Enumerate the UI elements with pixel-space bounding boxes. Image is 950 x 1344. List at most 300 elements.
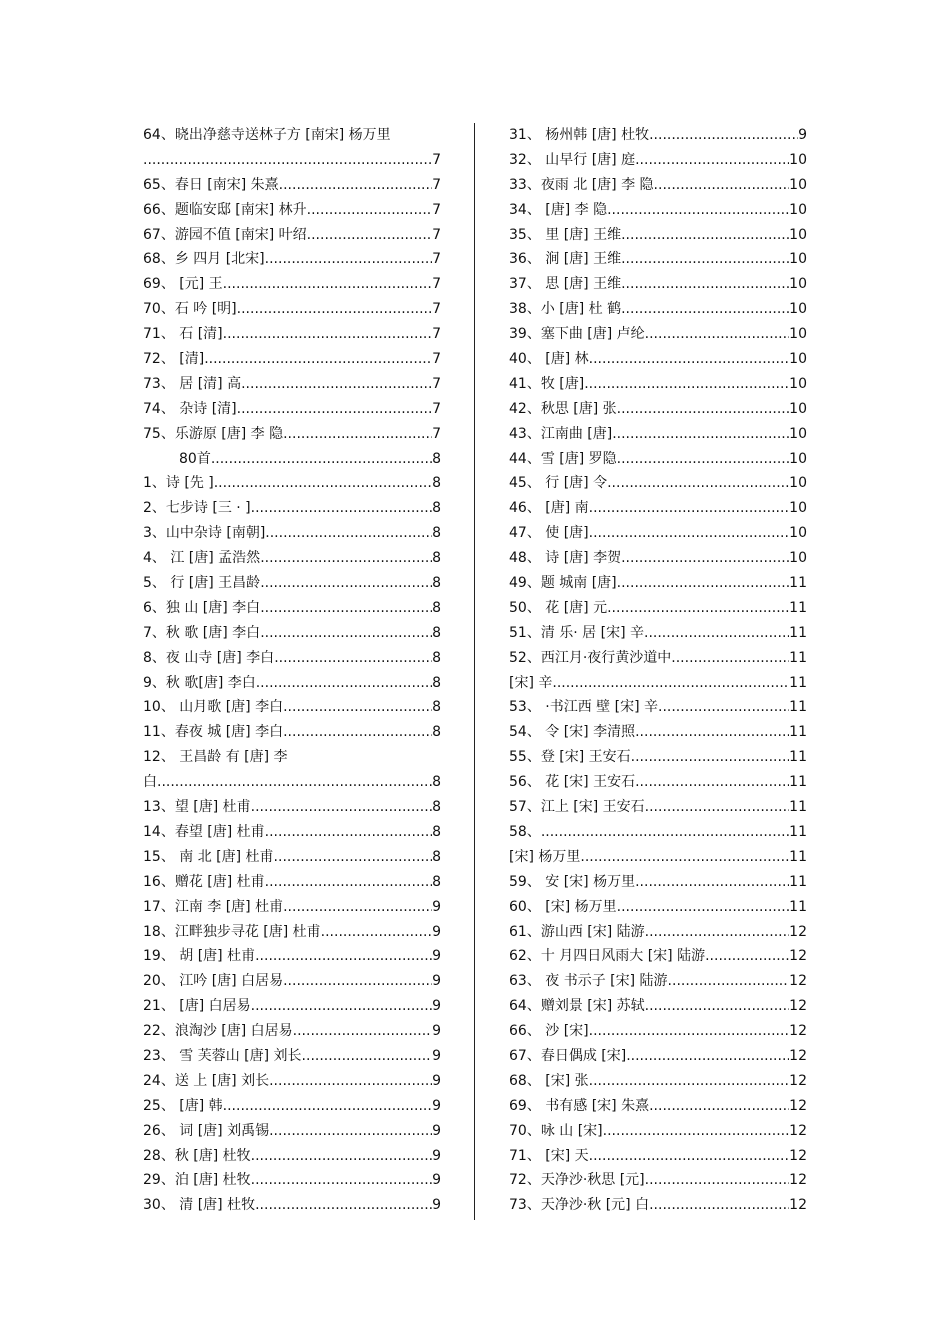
toc-entry-title: 24、送 上 [唐] 刘长: [143, 1072, 270, 1089]
toc-entry[interactable]: [509, 870, 807, 895]
toc-page-number: 11: [789, 898, 807, 915]
toc-dot-leader: [265, 870, 432, 895]
toc-page-number: 9: [432, 948, 441, 965]
toc-dot-leader: [658, 695, 789, 720]
toc-entry-title: 34、 [唐] 李 隐: [509, 201, 608, 218]
toc-entry[interactable]: [143, 969, 441, 994]
toc-entry[interactable]: [509, 1019, 807, 1044]
toc-page-number: 10: [789, 500, 807, 517]
toc-dot-leader: [671, 646, 789, 671]
toc-entry[interactable]: [509, 1044, 807, 1069]
toc-page-number: 10: [789, 251, 807, 268]
toc-entry[interactable]: [143, 770, 441, 795]
toc-entry[interactable]: [143, 1119, 441, 1144]
toc-dot-leader: [589, 1144, 790, 1169]
toc-entry-title: 58、: [509, 823, 541, 840]
toc-dot-leader: [589, 496, 790, 521]
toc-dot-leader: [293, 1019, 432, 1044]
toc-entry-title: 60、 [宋] 杨万里: [509, 898, 617, 915]
toc-page-number: 12: [789, 1122, 807, 1139]
toc-entry[interactable]: [509, 471, 807, 496]
toc-entry-title: 70、咏 山 [宋]: [509, 1122, 603, 1139]
toc-dot-leader: [589, 1019, 790, 1044]
toc-page-number: 12: [789, 1197, 807, 1214]
toc-page-number: 11: [789, 575, 807, 592]
toc-entry[interactable]: [509, 546, 807, 571]
toc-entry[interactable]: [143, 820, 441, 845]
toc-dot-leader: [649, 1193, 789, 1218]
toc-entry-title: 65、春日 [南宋] 朱熹: [143, 176, 279, 193]
toc-page-number: 10: [789, 450, 807, 467]
toc-entry[interactable]: [143, 596, 441, 621]
toc-page-number: 11: [789, 599, 807, 616]
toc-dot-leader: [635, 720, 789, 745]
toc-dot-leader: [265, 247, 432, 272]
toc-left-column: [143, 123, 441, 1218]
toc-page-number: 12: [789, 1047, 807, 1064]
toc-page-number: 11: [789, 873, 807, 890]
toc-entry-title: 7、秋 歌 [唐] 李白: [143, 624, 261, 641]
toc-entry[interactable]: [509, 372, 807, 397]
toc-entry[interactable]: [143, 322, 441, 347]
toc-entry[interactable]: [143, 1044, 441, 1069]
toc-entry[interactable]: [509, 1193, 807, 1218]
toc-page-number: 12: [789, 1072, 807, 1089]
toc-entry[interactable]: [143, 546, 441, 571]
toc-dot-leader: [255, 944, 432, 969]
toc-entry-title: 5、 行 [唐] 王昌龄: [143, 575, 261, 592]
toc-entry[interactable]: [509, 1144, 807, 1169]
toc-dot-leader: [621, 247, 789, 272]
toc-page-number: 10: [789, 351, 807, 368]
toc-entry-title: 45、 行 [唐] 令: [509, 475, 608, 492]
toc-entry[interactable]: [509, 845, 807, 870]
toc-dot-leader: [260, 546, 432, 571]
toc-entry-title: 43、江南曲 [唐]: [509, 425, 613, 442]
toc-entry-title: 1、诗 [先 ]: [143, 475, 214, 492]
toc-entry[interactable]: [509, 1168, 807, 1193]
toc-entry-title: 15、 南 北 [唐] 杜甫: [143, 848, 274, 865]
toc-entry[interactable]: [509, 944, 807, 969]
toc-entry[interactable]: [509, 297, 807, 322]
toc-entry[interactable]: [509, 920, 807, 945]
toc-dot-leader: [626, 1044, 789, 1069]
toc-entry-title: 16、赠花 [唐] 杜甫: [143, 873, 265, 890]
toc-entry[interactable]: [143, 695, 441, 720]
toc-page-number: 7: [432, 226, 441, 243]
toc-entry-title: 14、春望 [唐] 杜甫: [143, 823, 265, 840]
toc-page-number: 9: [432, 923, 441, 940]
toc-page-number: 11: [789, 649, 807, 666]
toc-entry[interactable]: [143, 895, 441, 920]
toc-entry-title: 67、游园不值 [南宋] 叶绍: [143, 226, 307, 243]
toc-entry-title: 75、乐游原 [唐] 李 隐: [143, 425, 284, 442]
toc-entry[interactable]: [509, 795, 807, 820]
toc-entry[interactable]: [509, 521, 807, 546]
column-divider: [474, 123, 475, 1220]
toc-entry[interactable]: [143, 173, 441, 198]
toc-page-number: 7: [432, 425, 441, 442]
toc-entry[interactable]: [509, 148, 807, 173]
toc-dot-leader: [607, 596, 789, 621]
toc-entry[interactable]: [143, 471, 441, 496]
toc-entry-title: [宋] 辛: [509, 674, 553, 691]
toc-entry-title: 49、题 城南 [唐]: [509, 575, 617, 592]
toc-entry[interactable]: [509, 994, 807, 1019]
toc-dot-leader: [255, 1193, 432, 1218]
toc-dot-leader: [621, 223, 789, 248]
toc-dot-leader: [157, 770, 432, 795]
toc-page-number: 12: [789, 1172, 807, 1189]
toc-dot-leader: [617, 895, 790, 920]
toc-page-number: 9: [798, 127, 807, 143]
toc-entry[interactable]: [509, 671, 807, 696]
toc-page-number: 12: [789, 998, 807, 1015]
toc-entry-title: 12、 王昌龄 有 [唐] 李: [143, 749, 288, 766]
toc-dot-leader: [283, 969, 432, 994]
toc-entry[interactable]: [509, 123, 807, 148]
toc-page-number: 8: [432, 475, 441, 492]
toc-page-number: 9: [432, 1147, 441, 1164]
toc-entry-title: 29、泊 [唐] 杜牧: [143, 1172, 251, 1189]
toc-dot-leader: [617, 397, 790, 422]
toc-dot-leader: [603, 1119, 790, 1144]
toc-page-number: 12: [789, 923, 807, 940]
toc-entry[interactable]: [143, 1144, 441, 1169]
toc-page-number: 11: [789, 624, 807, 641]
toc-entry[interactable]: [509, 1094, 807, 1119]
toc-page-number: 10: [789, 475, 807, 492]
toc-dot-leader: [589, 347, 790, 372]
toc-page-number: 11: [789, 674, 807, 691]
toc-entry-title: 22、浪淘沙 [唐] 白居易: [143, 1023, 293, 1040]
toc-entry-title: 62、十 月四日风雨大 [宋] 陆游...: [509, 948, 719, 965]
toc-page-number: 10: [789, 301, 807, 318]
toc-entry[interactable]: [143, 297, 441, 322]
toc-dot-leader: [541, 820, 789, 845]
toc-page-number: 7: [432, 400, 441, 417]
toc-entry-title: 47、 使 [唐]: [509, 525, 589, 542]
toc-entry[interactable]: [143, 272, 441, 297]
toc-entry[interactable]: [143, 447, 441, 472]
toc-entry-title: 4、 江 [唐] 孟浩然: [143, 550, 261, 567]
toc-entry[interactable]: [509, 347, 807, 372]
toc-entry[interactable]: [143, 247, 441, 272]
toc-page-number: 10: [789, 400, 807, 417]
toc-entry-title: 3、山中杂诗 [南朝]: [143, 525, 266, 542]
toc-entry[interactable]: [143, 621, 441, 646]
toc-dot-leader: [260, 571, 432, 596]
toc-dot-leader: [256, 671, 432, 696]
toc-page-number: 8: [432, 525, 441, 542]
toc-page-number: 9: [432, 1023, 441, 1040]
toc-page-number: 8: [432, 774, 441, 791]
toc-page-number: 7: [432, 326, 441, 343]
toc-entry[interactable]: [143, 1193, 441, 1218]
toc-entry-title: 10、 山月歌 [唐] 李白: [143, 699, 284, 716]
toc-entry[interactable]: [509, 1119, 807, 1144]
toc-dot-leader: [307, 223, 432, 248]
toc-entry-title: 21、 [唐] 白居易: [143, 998, 251, 1015]
toc-entry-title: 63、 夜 书示子 [宋] 陆游: [509, 973, 668, 990]
toc-page-number: 9: [432, 1197, 441, 1214]
toc-entry[interactable]: [509, 820, 807, 845]
toc-entry[interactable]: [509, 496, 807, 521]
toc-entry[interactable]: [143, 646, 441, 671]
toc-page-number: 9: [432, 898, 441, 915]
toc-page-number: 10: [789, 201, 807, 218]
toc-entry[interactable]: [509, 720, 807, 745]
toc-page-number: 8: [432, 500, 441, 517]
toc-dot-leader: [204, 347, 432, 372]
toc-entry-title: 48、 诗 [唐] 李贺: [509, 550, 622, 567]
toc-entry[interactable]: [509, 695, 807, 720]
toc-dot-leader: [223, 272, 432, 297]
toc-entry-title: 70、石 吟 [明]: [143, 301, 237, 318]
toc-page-number: 12: [789, 1023, 807, 1040]
toc-dot-leader: [223, 322, 432, 347]
toc-dot-leader: [274, 845, 433, 870]
toc-page-number: 7: [432, 201, 441, 218]
toc-page-number: 8: [432, 550, 441, 567]
toc-dot-leader: [621, 546, 789, 571]
toc-page-number: 9: [432, 1122, 441, 1139]
toc-entry-title: 51、清 乐· 居 [宋] 辛: [509, 624, 644, 641]
toc-page-number: 10: [789, 425, 807, 442]
toc-entry[interactable]: [143, 422, 441, 447]
toc-entry-title: 13、望 [唐] 杜甫: [143, 799, 251, 816]
toc-page-number: 9: [432, 1172, 441, 1189]
toc-entry[interactable]: [143, 223, 441, 248]
toc-entry-title: 56、 花 [宋] 王安石: [509, 774, 636, 791]
toc-entry[interactable]: [143, 571, 441, 596]
toc-page-number: 10: [789, 326, 807, 343]
toc-page-number: 8: [432, 823, 441, 840]
toc-page-number: 7: [432, 375, 441, 392]
toc-entry[interactable]: [143, 944, 441, 969]
toc-page-number: 8: [432, 624, 441, 641]
toc-page-number: 10: [789, 226, 807, 243]
toc-entry-title: 46、 [唐] 南: [509, 500, 589, 517]
toc-entry-title: 30、 清 [唐] 杜牧: [143, 1197, 256, 1214]
toc-entry-title: 26、 词 [唐] 刘禹锡: [143, 1122, 270, 1139]
toc-entry-title: 66、 沙 [宋]: [509, 1023, 589, 1040]
toc-entry-title: 6、独 山 [唐] 李白: [143, 599, 261, 616]
toc-dot-leader: [283, 695, 432, 720]
toc-entry[interactable]: [143, 920, 441, 945]
toc-entry[interactable]: [509, 447, 807, 472]
toc-entry[interactable]: [509, 173, 807, 198]
toc-entry[interactable]: [509, 646, 807, 671]
toc-page-number: 7: [432, 351, 441, 368]
toc-entry[interactable]: [143, 845, 441, 870]
toc-dot-leader: [251, 994, 432, 1019]
toc-entry-title: 73、 居 [清] 高: [143, 375, 242, 392]
toc-entry[interactable]: [143, 1069, 441, 1094]
toc-dot-leader: [283, 720, 432, 745]
toc-entry-title: 61、游山西 [宋] 陆游: [509, 923, 645, 940]
toc-dot-leader: [265, 521, 432, 546]
toc-page-number: 12: [789, 973, 807, 990]
toc-dot-leader: [649, 123, 798, 148]
toc-entry[interactable]: [509, 745, 807, 770]
toc-dot-leader: [214, 471, 432, 496]
toc-entry[interactable]: [143, 198, 441, 223]
toc-entry[interactable]: [509, 621, 807, 646]
toc-page-number: 8: [432, 699, 441, 716]
toc-entry-title: 67、春日偶成 [宋]: [509, 1047, 627, 1064]
toc-entry[interactable]: [143, 870, 441, 895]
toc-entry-title: 38、小 [唐] 杜 鹤: [509, 301, 622, 318]
toc-page-number: 9: [432, 1072, 441, 1089]
toc-entry[interactable]: [143, 994, 441, 1019]
toc-page-number: 11: [789, 724, 807, 741]
toc-dot-leader: [302, 1044, 433, 1069]
toc-entry[interactable]: [509, 397, 807, 422]
toc-entry[interactable]: [509, 1069, 807, 1094]
toc-page-number: 8: [432, 674, 441, 691]
toc-page-number: 7: [432, 151, 441, 168]
toc-page-number: 9: [432, 1047, 441, 1064]
toc-entry[interactable]: [143, 521, 441, 546]
toc-page-number: 8: [432, 848, 441, 865]
toc-page-number: 10: [789, 525, 807, 542]
toc-dot-leader: [237, 397, 432, 422]
toc-dot-leader: [645, 920, 790, 945]
toc-entry[interactable]: [509, 198, 807, 223]
toc-entry-title: 64、晓出净慈寺送林子方 [南宋] 杨万里: [143, 127, 391, 143]
toc-dot-leader: [251, 795, 432, 820]
toc-entry[interactable]: [143, 720, 441, 745]
toc-entry[interactable]: [509, 322, 807, 347]
toc-dot-leader: [645, 795, 790, 820]
toc-entry[interactable]: [143, 795, 441, 820]
toc-entry-title: 50、 花 [唐] 元: [509, 599, 608, 616]
toc-entry-title: 33、夜雨 北 [唐] 李 隐: [509, 176, 654, 193]
toc-right-column: [509, 123, 807, 1218]
toc-entry[interactable]: [509, 422, 807, 447]
toc-entry-title: 20、 江吟 [唐] 白居易: [143, 973, 284, 990]
toc-entry-title: 37、 思 [唐] 王维: [509, 276, 622, 293]
toc-entry[interactable]: [143, 745, 441, 770]
toc-page-number: 8: [432, 649, 441, 666]
toc-entry-title: [宋] 杨万里: [509, 848, 581, 865]
toc-entry-title: 32、 山早行 [唐] 庭: [509, 151, 636, 168]
toc-page-number: 11: [789, 848, 807, 865]
toc-page-number: 9: [432, 1097, 441, 1114]
toc-page-number: 8: [432, 799, 441, 816]
toc-dot-leader: [580, 845, 789, 870]
toc-entry-title: 25、 [唐] 韩: [143, 1097, 223, 1114]
toc-entry[interactable]: [143, 397, 441, 422]
toc-entry[interactable]: [509, 596, 807, 621]
toc-entry[interactable]: [143, 1019, 441, 1044]
toc-page-number: 8: [432, 450, 441, 467]
toc-entry[interactable]: [143, 1094, 441, 1119]
toc-dot-leader: [621, 272, 789, 297]
toc-entry[interactable]: [509, 895, 807, 920]
toc-dot-leader: [617, 571, 790, 596]
toc-entry-title: 52、西江月·夜行黄沙道中: [509, 649, 672, 666]
toc-dot-leader: [307, 198, 432, 223]
toc-entry-title: 54、 令 [宋] 李清照: [509, 724, 636, 741]
toc-page-number: 10: [789, 375, 807, 392]
toc-dot-leader: [260, 621, 432, 646]
toc-entry-title: 36、 涧 [唐] 王维: [509, 251, 622, 268]
toc-entry[interactable]: [509, 770, 807, 795]
toc-dot-leader: [241, 372, 432, 397]
toc-entry-title: 39、塞下曲 [唐] 卢纶: [509, 326, 645, 343]
toc-entry[interactable]: [143, 148, 441, 173]
toc-entry[interactable]: [143, 347, 441, 372]
toc-entry-title: 40、 [唐] 林: [509, 351, 589, 368]
toc-entry-title: 9、秋 歌[唐] 李白: [143, 674, 256, 691]
toc-entry-title: 68、 [宋] 张: [509, 1072, 589, 1089]
toc-dot-leader: [635, 870, 789, 895]
toc-entry-title: 73、天净沙·秋 [元] 白: [509, 1197, 650, 1214]
toc-dot-leader: [584, 372, 789, 397]
toc-entry-title: 19、 胡 [唐] 杜甫: [143, 948, 256, 965]
toc-page-number: 8: [432, 575, 441, 592]
toc-entry[interactable]: [509, 969, 807, 994]
toc-dot-leader: [269, 1069, 432, 1094]
toc-page-number: 7: [432, 176, 441, 193]
toc-page-number: 11: [789, 699, 807, 716]
toc-dot-leader: [251, 496, 432, 521]
toc-entry-title: 72、 [清]: [143, 351, 205, 368]
toc-dot-leader: [321, 920, 432, 945]
toc-entry[interactable]: [143, 496, 441, 521]
toc-entry-title: 69、 书有感 [宋] 朱熹: [509, 1097, 650, 1114]
toc-entry[interactable]: [143, 123, 441, 148]
toc-entry-title: 31、 杨州韩 [唐] 杜牧: [509, 127, 650, 143]
toc-dot-leader: [279, 173, 432, 198]
toc-dot-leader: [654, 173, 790, 198]
toc-dot-leader: [274, 646, 432, 671]
toc-entry[interactable]: [143, 671, 441, 696]
toc-entry-title: 35、 里 [唐] 王维: [509, 226, 622, 243]
toc-page-number: 12: [789, 1097, 807, 1114]
toc-dot-leader: [589, 1069, 790, 1094]
toc-dot-leader: [607, 198, 789, 223]
toc-dot-leader: [617, 447, 790, 472]
toc-page-number: 11: [789, 799, 807, 816]
toc-dot-leader: [211, 447, 432, 472]
toc-dot-leader: [283, 895, 432, 920]
toc-entry-title: 11、春夜 城 [唐] 李白: [143, 724, 284, 741]
toc-page-number: 7: [432, 276, 441, 293]
toc-entry-title: 42、秋思 [唐] 张: [509, 400, 617, 417]
toc-dot-leader: [635, 148, 789, 173]
toc-entry-title: 72、天净沙·秋思 [元]: [509, 1172, 645, 1189]
toc-entry[interactable]: [509, 247, 807, 272]
toc-page-number: 7: [432, 301, 441, 318]
toc-entry[interactable]: [143, 1168, 441, 1193]
toc-dot-leader: [269, 1119, 432, 1144]
toc-entry[interactable]: [143, 372, 441, 397]
toc-entry[interactable]: [509, 272, 807, 297]
toc-page-number: 11: [789, 749, 807, 766]
toc-dot-leader: [645, 994, 790, 1019]
toc-entry[interactable]: [509, 571, 807, 596]
toc-page-number: 7: [432, 251, 441, 268]
toc-dot-leader: [260, 596, 432, 621]
toc-entry[interactable]: [509, 223, 807, 248]
toc-page-number: 8: [432, 873, 441, 890]
toc-entry-title: 23、 雪 芙蓉山 [唐] 刘长: [143, 1047, 302, 1064]
toc-dot-leader: [265, 820, 432, 845]
toc-page-number: 12: [789, 1147, 807, 1164]
